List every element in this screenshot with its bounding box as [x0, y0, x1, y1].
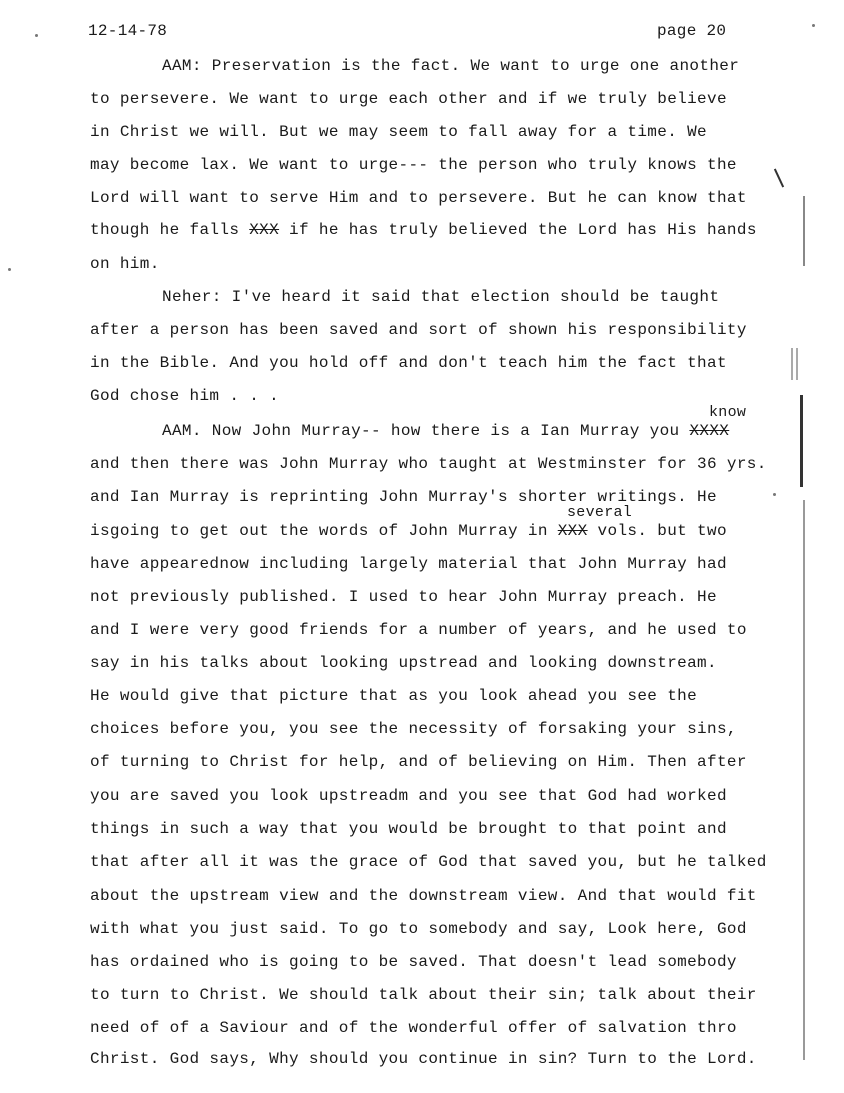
handwritten-insertion: know [709, 404, 747, 421]
text-line: of turning to Christ for help, and of believing on Him. Then after [90, 753, 747, 771]
text-line: that after all it was the grace of God that saved you, but he talked [90, 853, 767, 871]
text-line: not previously published. I used to hear John Murray preach. He [90, 588, 717, 606]
margin-line [800, 395, 803, 487]
page-number: page 20 [657, 22, 727, 40]
text-line: Neher: I've heard it said that election should be taught [162, 288, 720, 306]
text-line: though he falls XXX if he has truly believed the Lord has His hands [90, 221, 757, 239]
text-line: things in such a way that you would be brought to that point and [90, 820, 727, 838]
text-line: choices before you, you see the necessity of forsaking your sins, [90, 720, 737, 738]
text-line: may become lax. We want to urge--- the person who truly knows the [90, 156, 737, 174]
scan-speck [35, 34, 38, 37]
scan-speck [812, 24, 815, 27]
text-line: say in his talks about looking upstread and looking downstream. [90, 654, 717, 672]
text-line: in the Bible. And you hold off and don't teach him the fact that [90, 354, 727, 372]
scan-speck [8, 268, 11, 271]
text-line: to turn to Christ. We should talk about their sin; talk about their [90, 986, 757, 1004]
handwritten-insertion: several [567, 504, 633, 521]
text-line: He would give that picture that as you look ahead you see the [90, 687, 698, 705]
text-line: after a person has been saved and sort of shown his responsibility [90, 321, 747, 339]
text-line: AAM. Now John Murray-- how there is a Ian Murray you XXXX [162, 422, 730, 440]
text-line: you are saved you look upstreadm and you see that God had worked [90, 787, 727, 805]
text-line: need of of a Saviour and of the wonderful offer of salvation thro [90, 1019, 737, 1037]
struck-word: XXX [249, 221, 280, 239]
text-line: and then there was John Murray who taught at Westminster for 36 yrs. [90, 455, 767, 473]
scan-speck [773, 493, 776, 496]
text-line: has ordained who is going to be saved. That doesn't lead somebody [90, 953, 737, 971]
text-line: to persevere. We want to urge each other and if we truly believe [90, 90, 727, 108]
text-line: and I were very good friends for a number of years, and he used to [90, 621, 747, 639]
text-line: God chose him . . . [90, 387, 280, 405]
text-line: in Christ we will. But we may seem to fall away for a time. We [90, 123, 707, 141]
text-line: on him. [90, 255, 160, 273]
text-line: Christ. God says, Why should you continue in sin? Turn to the Lord. [90, 1050, 757, 1068]
margin-line [803, 196, 805, 266]
margin-tick [774, 169, 784, 188]
text-line: AAM: Preservation is the fact. We want to urge one another [162, 57, 740, 75]
text-line: Lord will want to serve Him and to persevere. But he can know that [90, 189, 747, 207]
text-line: and Ian Murray is reprinting John Murray's shorter writings. He [90, 488, 717, 506]
margin-line [803, 500, 805, 1060]
text-line: about the upstream view and the downstream view. And that would fit [90, 887, 757, 905]
margin-line [796, 348, 798, 380]
text-line: with what you just said. To go to somebody and say, Look here, God [90, 920, 747, 938]
text-line: isgoing to get out the words of John Murray in XXX vols. but two [90, 522, 727, 540]
struck-word: XXXX [689, 422, 730, 440]
date-header: 12-14-78 [88, 22, 168, 40]
struck-word: XXX [557, 522, 588, 540]
margin-line [791, 348, 793, 380]
text-line: have appearednow including largely material that John Murray had [90, 555, 727, 573]
